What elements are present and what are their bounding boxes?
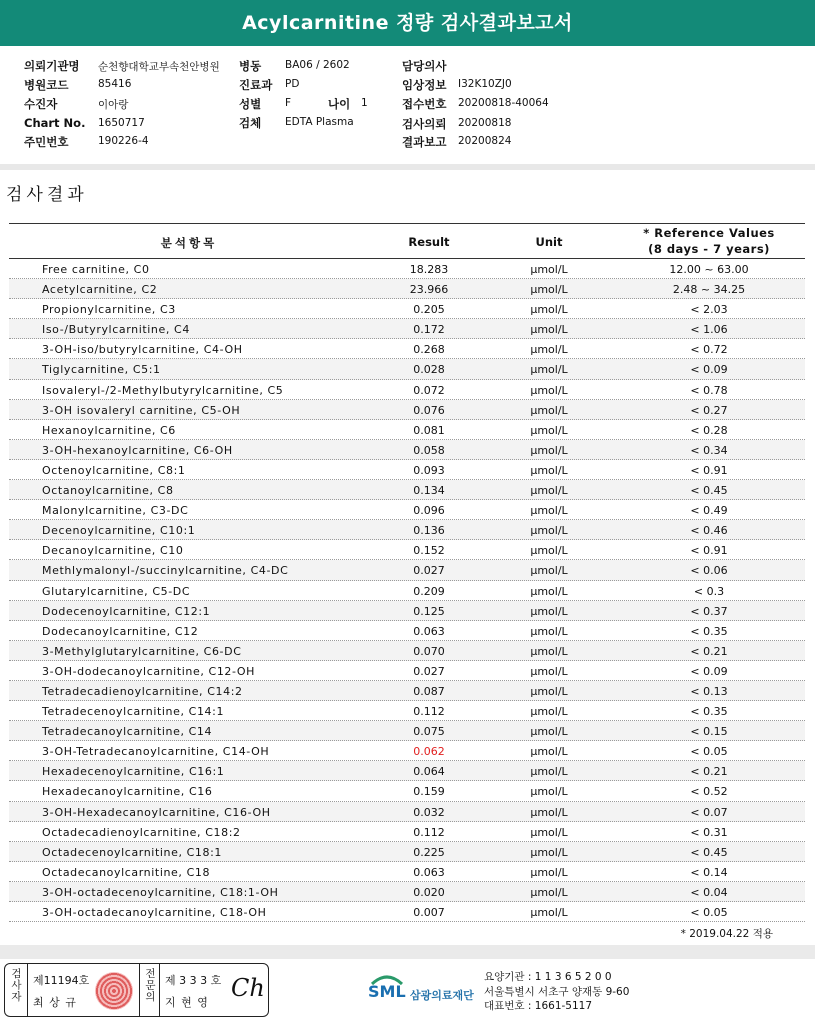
- specimen-label: 검체: [239, 116, 262, 130]
- patient-label: 수진자: [24, 97, 58, 111]
- table-row: [9, 701, 805, 721]
- analyte-name: Dodecanoylcarnitine, C12: [42, 624, 199, 638]
- reference-value: < 0.15: [690, 725, 728, 739]
- lab-address: [484, 970, 629, 1014]
- unit-value: μmol/L: [530, 644, 568, 658]
- receipt-value: 20200818-40064: [458, 97, 549, 109]
- table-row: [9, 299, 805, 319]
- analyte-name: 3-OH-hexanoylcarnitine, C6-OH: [42, 443, 233, 457]
- result-value: 0.112: [413, 705, 445, 719]
- reference-value: < 0.91: [690, 544, 728, 558]
- table-row: [9, 560, 805, 580]
- unit-value: μmol/L: [530, 484, 568, 498]
- result-value: 23.966: [409, 283, 449, 297]
- unit-value: μmol/L: [530, 283, 568, 297]
- analyte-name: Hexanoylcarnitine, C6: [42, 423, 176, 437]
- signature-box: [4, 963, 269, 1017]
- table-row: [9, 339, 805, 359]
- unit-value: μmol/L: [530, 403, 568, 417]
- analyte-name: Tetradecadienoylcarnitine, C14:2: [42, 684, 243, 698]
- analyte-name: Tiglycarnitine, C5:1: [42, 363, 161, 377]
- table-row: [9, 359, 805, 379]
- result-value: 0.063: [413, 865, 445, 879]
- specialist-vertical-label: 전문의: [144, 968, 156, 1003]
- unit-value: μmol/L: [530, 624, 568, 638]
- specialist-license: 제 3 3 3 호: [165, 974, 222, 987]
- analyte-name: Tetradecenoylcarnitine, C14:1: [42, 705, 225, 719]
- clinical-value: I32K10ZJ0: [458, 78, 512, 90]
- receipt-label: 접수번호: [402, 97, 447, 111]
- org-name: 삼광의료재단: [410, 989, 474, 1002]
- reference-value: < 0.05: [690, 745, 728, 759]
- unit-value: μmol/L: [530, 303, 568, 317]
- result-value: 0.063: [413, 624, 445, 638]
- lab-code: 요양기관 : 1 1 3 6 5 2 0 0: [484, 971, 612, 983]
- unit-value: μmol/L: [530, 383, 568, 397]
- sex-value: F: [285, 97, 292, 109]
- reference-value: < 0.13: [690, 684, 728, 698]
- request-label: 검사의뢰: [402, 117, 447, 131]
- reference-value: < 0.27: [690, 403, 728, 417]
- analyte-name: 3-OH-octadecanoylcarnitine, C18-OH: [42, 906, 267, 919]
- analyte-name: Octadecadienoylcarnitine, C18:2: [42, 825, 241, 839]
- table-body: [9, 259, 805, 922]
- reference-value: < 0.35: [690, 624, 728, 638]
- report-title: Acylcarnitine 정량 검사결과보고서: [0, 0, 815, 46]
- hospital-code-label: 병원코드: [24, 78, 69, 92]
- reference-value: < 0.3: [693, 584, 725, 598]
- reference-value: < 0.45: [690, 484, 728, 498]
- result-value: 0.027: [413, 564, 445, 578]
- analyte-name: Octenoylcarnitine, C8:1: [42, 463, 186, 477]
- logo-text: SML: [368, 982, 406, 1001]
- analyte-name: Dodecenoylcarnitine, C12:1: [42, 604, 211, 618]
- table-row: [9, 279, 805, 299]
- unit-value: μmol/L: [530, 664, 568, 678]
- table-row: [9, 259, 805, 279]
- examiner-name: 최 상 규: [33, 996, 77, 1009]
- table-row: [9, 500, 805, 520]
- reference-note: * 2019.04.22 적용: [680, 928, 773, 940]
- unit-value: μmol/L: [530, 604, 568, 618]
- unit-value: μmol/L: [530, 805, 568, 819]
- result-value: 0.172: [413, 323, 445, 337]
- analyte-name: Isovaleryl-/2-Methylbutyrylcarnitine, C5: [42, 383, 284, 397]
- unit-value: μmol/L: [530, 725, 568, 739]
- analyte-name: Glutarylcarnitine, C5-DC: [42, 584, 191, 598]
- table-row: [9, 822, 805, 842]
- id-value: 190226-4: [98, 135, 149, 147]
- table-row: [9, 862, 805, 882]
- header-ref-line2: (8 days - 7 years): [648, 242, 770, 256]
- result-value: 0.072: [413, 383, 445, 397]
- clinical-label: 임상정보: [402, 78, 447, 92]
- analyte-name: Hexadecanoylcarnitine, C16: [42, 785, 213, 799]
- reference-value: 2.48 ~ 34.25: [672, 283, 746, 297]
- reference-value: < 0.35: [690, 705, 728, 719]
- table-row: [9, 440, 805, 460]
- unit-value: μmol/L: [530, 343, 568, 357]
- unit-value: μmol/L: [530, 885, 568, 899]
- analyte-name: Octanoylcarnitine, C8: [42, 484, 174, 498]
- dept-label: 진료과: [239, 78, 273, 92]
- unit-value: μmol/L: [530, 504, 568, 518]
- table-row: [9, 721, 805, 741]
- result-value: 0.096: [413, 504, 445, 518]
- table-row: [9, 581, 805, 601]
- header-result: Result: [408, 235, 450, 249]
- unit-value: μmol/L: [530, 524, 568, 538]
- unit-value: μmol/L: [530, 785, 568, 799]
- result-value: 0.087: [413, 684, 445, 698]
- result-value: 0.058: [413, 443, 445, 457]
- table-row: [9, 781, 805, 801]
- table-row: [9, 842, 805, 862]
- analyte-name: Tetradecanoylcarnitine, C14: [42, 725, 213, 739]
- id-label: 주민번호: [24, 135, 69, 149]
- table-row: [9, 400, 805, 420]
- reference-value: < 0.21: [690, 644, 728, 658]
- table-row: [9, 802, 805, 822]
- analyte-name: Methlymalonyl-/succinylcarnitine, C4-DC: [42, 564, 289, 578]
- handwritten-signature: Ch: [231, 974, 265, 1002]
- analyte-name: 3-OH-octadecenoylcarnitine, C18:1-OH: [42, 885, 279, 899]
- reference-value: < 0.28: [690, 423, 728, 437]
- unit-value: μmol/L: [530, 564, 568, 578]
- table-row: [9, 420, 805, 440]
- table-row: [9, 319, 805, 339]
- age-value: 1: [361, 97, 368, 109]
- result-value: 0.209: [413, 584, 445, 598]
- result-value: 0.093: [413, 463, 445, 477]
- reference-value: < 0.14: [690, 865, 728, 879]
- chart-label: Chart No.: [24, 116, 86, 130]
- unit-value: μmol/L: [530, 825, 568, 839]
- result-value: 0.032: [413, 805, 445, 819]
- doctor-label: 담당의사: [402, 59, 447, 73]
- reference-value: < 0.31: [690, 825, 728, 839]
- reference-value: < 0.72: [690, 343, 728, 357]
- analyte-name: Acetylcarnitine, C2: [42, 283, 158, 297]
- result-value: 0.064: [413, 765, 445, 779]
- result-value: 0.070: [413, 644, 445, 658]
- table-row: [9, 661, 805, 681]
- analyte-name: 3-OH-dodecanoylcarnitine, C12-OH: [42, 664, 256, 678]
- unit-value: μmol/L: [530, 363, 568, 377]
- table-row: [9, 741, 805, 761]
- table-row: [9, 621, 805, 641]
- result-value: 0.020: [413, 885, 445, 899]
- results-table: [9, 223, 805, 922]
- result-value: 0.027: [413, 664, 445, 678]
- unit-value: μmol/L: [530, 463, 568, 477]
- analyte-name: 3-Methylglutarylcarnitine, C6-DC: [42, 644, 242, 658]
- unit-value: μmol/L: [530, 263, 568, 276]
- reference-value: < 0.91: [690, 463, 728, 477]
- result-value: 0.062: [413, 745, 445, 759]
- analyte-name: Octadecanoylcarnitine, C18: [42, 865, 211, 879]
- analyte-name: Iso-/Butyrylcarnitine, C4: [42, 323, 190, 337]
- reference-value: < 0.09: [690, 363, 728, 377]
- report-date-value: 20200824: [458, 135, 512, 147]
- unit-value: μmol/L: [530, 423, 568, 437]
- analyte-name: 3-OH isovaleryl carnitine, C5-OH: [42, 403, 241, 417]
- reference-value: < 0.46: [690, 524, 728, 538]
- reference-value: < 2.03: [690, 303, 728, 317]
- analyte-name: 3-OH-Tetradecanoylcarnitine, C14-OH: [42, 745, 270, 759]
- unit-value: μmol/L: [530, 745, 568, 759]
- analyte-name: Hexadecenoylcarnitine, C16:1: [42, 765, 225, 779]
- unit-value: μmol/L: [530, 765, 568, 779]
- reference-value: < 0.04: [690, 885, 728, 899]
- reference-value: < 0.05: [690, 906, 728, 919]
- header-item: 분석항목: [160, 236, 218, 250]
- table-row: [9, 460, 805, 480]
- table-row: [9, 601, 805, 621]
- reference-value: < 0.34: [690, 443, 728, 457]
- reference-value: < 0.21: [690, 765, 728, 779]
- chart-value: 1650717: [98, 117, 145, 129]
- reference-value: < 0.06: [690, 564, 728, 578]
- analyte-name: 3-OH-Hexadecanoylcarnitine, C16-OH: [42, 805, 271, 819]
- reference-value: < 0.78: [690, 383, 728, 397]
- result-value: 0.152: [413, 544, 445, 558]
- reference-value: < 0.09: [690, 664, 728, 678]
- analyte-name: Octadecenoylcarnitine, C18:1: [42, 845, 223, 859]
- specialist-name: 지 현 영: [165, 996, 209, 1009]
- institution-value: 순천향대학교부속천안병원: [98, 61, 220, 73]
- result-value: 0.159: [413, 785, 445, 799]
- table-row: [9, 681, 805, 701]
- analyte-name: Malonylcarnitine, C3-DC: [42, 504, 189, 518]
- reference-value: < 1.06: [690, 323, 728, 337]
- result-value: 0.081: [413, 423, 445, 437]
- footer-divider: [0, 945, 815, 959]
- reference-value: < 0.45: [690, 845, 728, 859]
- reference-value: 12.00 ~ 63.00: [669, 263, 749, 276]
- result-value: 0.136: [413, 524, 445, 538]
- seal-stamp-icon: [95, 972, 133, 1010]
- ward-value: BA06 / 2602: [285, 59, 350, 71]
- section-title: 검사결과: [6, 185, 88, 205]
- header-unit: Unit: [535, 235, 563, 249]
- result-value: 0.205: [413, 303, 445, 317]
- result-value: 0.225: [413, 845, 445, 859]
- result-value: 0.268: [413, 343, 445, 357]
- patient-value: 이아랑: [98, 99, 129, 111]
- table-row: [9, 380, 805, 400]
- result-value: 0.112: [413, 825, 445, 839]
- header-ref-line1: * Reference Values: [643, 226, 775, 240]
- result-value: 0.028: [413, 363, 445, 377]
- analyte-name: Propionylcarnitine, C3: [42, 303, 176, 317]
- table-row: [9, 761, 805, 781]
- lab-address-line: 서울특별시 서초구 양재동 9-60: [484, 985, 630, 998]
- institution-label: 의뢰기관명: [24, 59, 80, 73]
- result-value: 0.075: [413, 725, 445, 739]
- hospital-code-value: 85416: [98, 78, 132, 90]
- result-value: 0.076: [413, 403, 445, 417]
- reference-value: < 0.49: [690, 504, 728, 518]
- examiner-license: 제11194호: [33, 974, 90, 987]
- analyte-name: Decenoylcarnitine, C10:1: [42, 524, 196, 538]
- specimen-value: EDTA Plasma: [285, 116, 354, 128]
- unit-value: μmol/L: [530, 845, 568, 859]
- table-row: [9, 480, 805, 500]
- result-value: 0.007: [413, 906, 445, 919]
- examiner-vertical-label: 검사자: [10, 968, 22, 1003]
- unit-value: μmol/L: [530, 323, 568, 337]
- unit-value: μmol/L: [530, 443, 568, 457]
- report-date-label: 결과보고: [402, 135, 447, 149]
- table-row: [9, 902, 805, 922]
- unit-value: μmol/L: [530, 544, 568, 558]
- table-header: [9, 223, 805, 259]
- unit-value: μmol/L: [530, 705, 568, 719]
- result-value: 0.125: [413, 604, 445, 618]
- analyte-name: Decanoylcarnitine, C10: [42, 544, 184, 558]
- request-value: 20200818: [458, 117, 512, 129]
- table-row: [9, 520, 805, 540]
- table-row: [9, 540, 805, 560]
- unit-value: μmol/L: [530, 684, 568, 698]
- result-value: 0.134: [413, 484, 445, 498]
- dept-value: PD: [285, 78, 300, 90]
- reference-value: < 0.52: [690, 785, 728, 799]
- table-row: [9, 641, 805, 661]
- ward-label: 병동: [239, 59, 262, 73]
- patient-info-block: [0, 46, 815, 164]
- reference-value: < 0.37: [690, 604, 728, 618]
- age-label: 나이: [328, 97, 351, 111]
- table-row: [9, 882, 805, 902]
- analyte-name: 3-OH-iso/butyrylcarnitine, C4-OH: [42, 343, 243, 357]
- result-value: 18.283: [409, 263, 449, 276]
- reference-value: < 0.07: [690, 805, 728, 819]
- lab-phone: 대표번호 : 1661-5117: [484, 1000, 593, 1012]
- analyte-name: Free carnitine, C0: [42, 263, 150, 276]
- divider: [0, 164, 815, 170]
- sex-label: 성별: [239, 97, 262, 111]
- unit-value: μmol/L: [530, 584, 568, 598]
- unit-value: μmol/L: [530, 906, 568, 919]
- unit-value: μmol/L: [530, 865, 568, 879]
